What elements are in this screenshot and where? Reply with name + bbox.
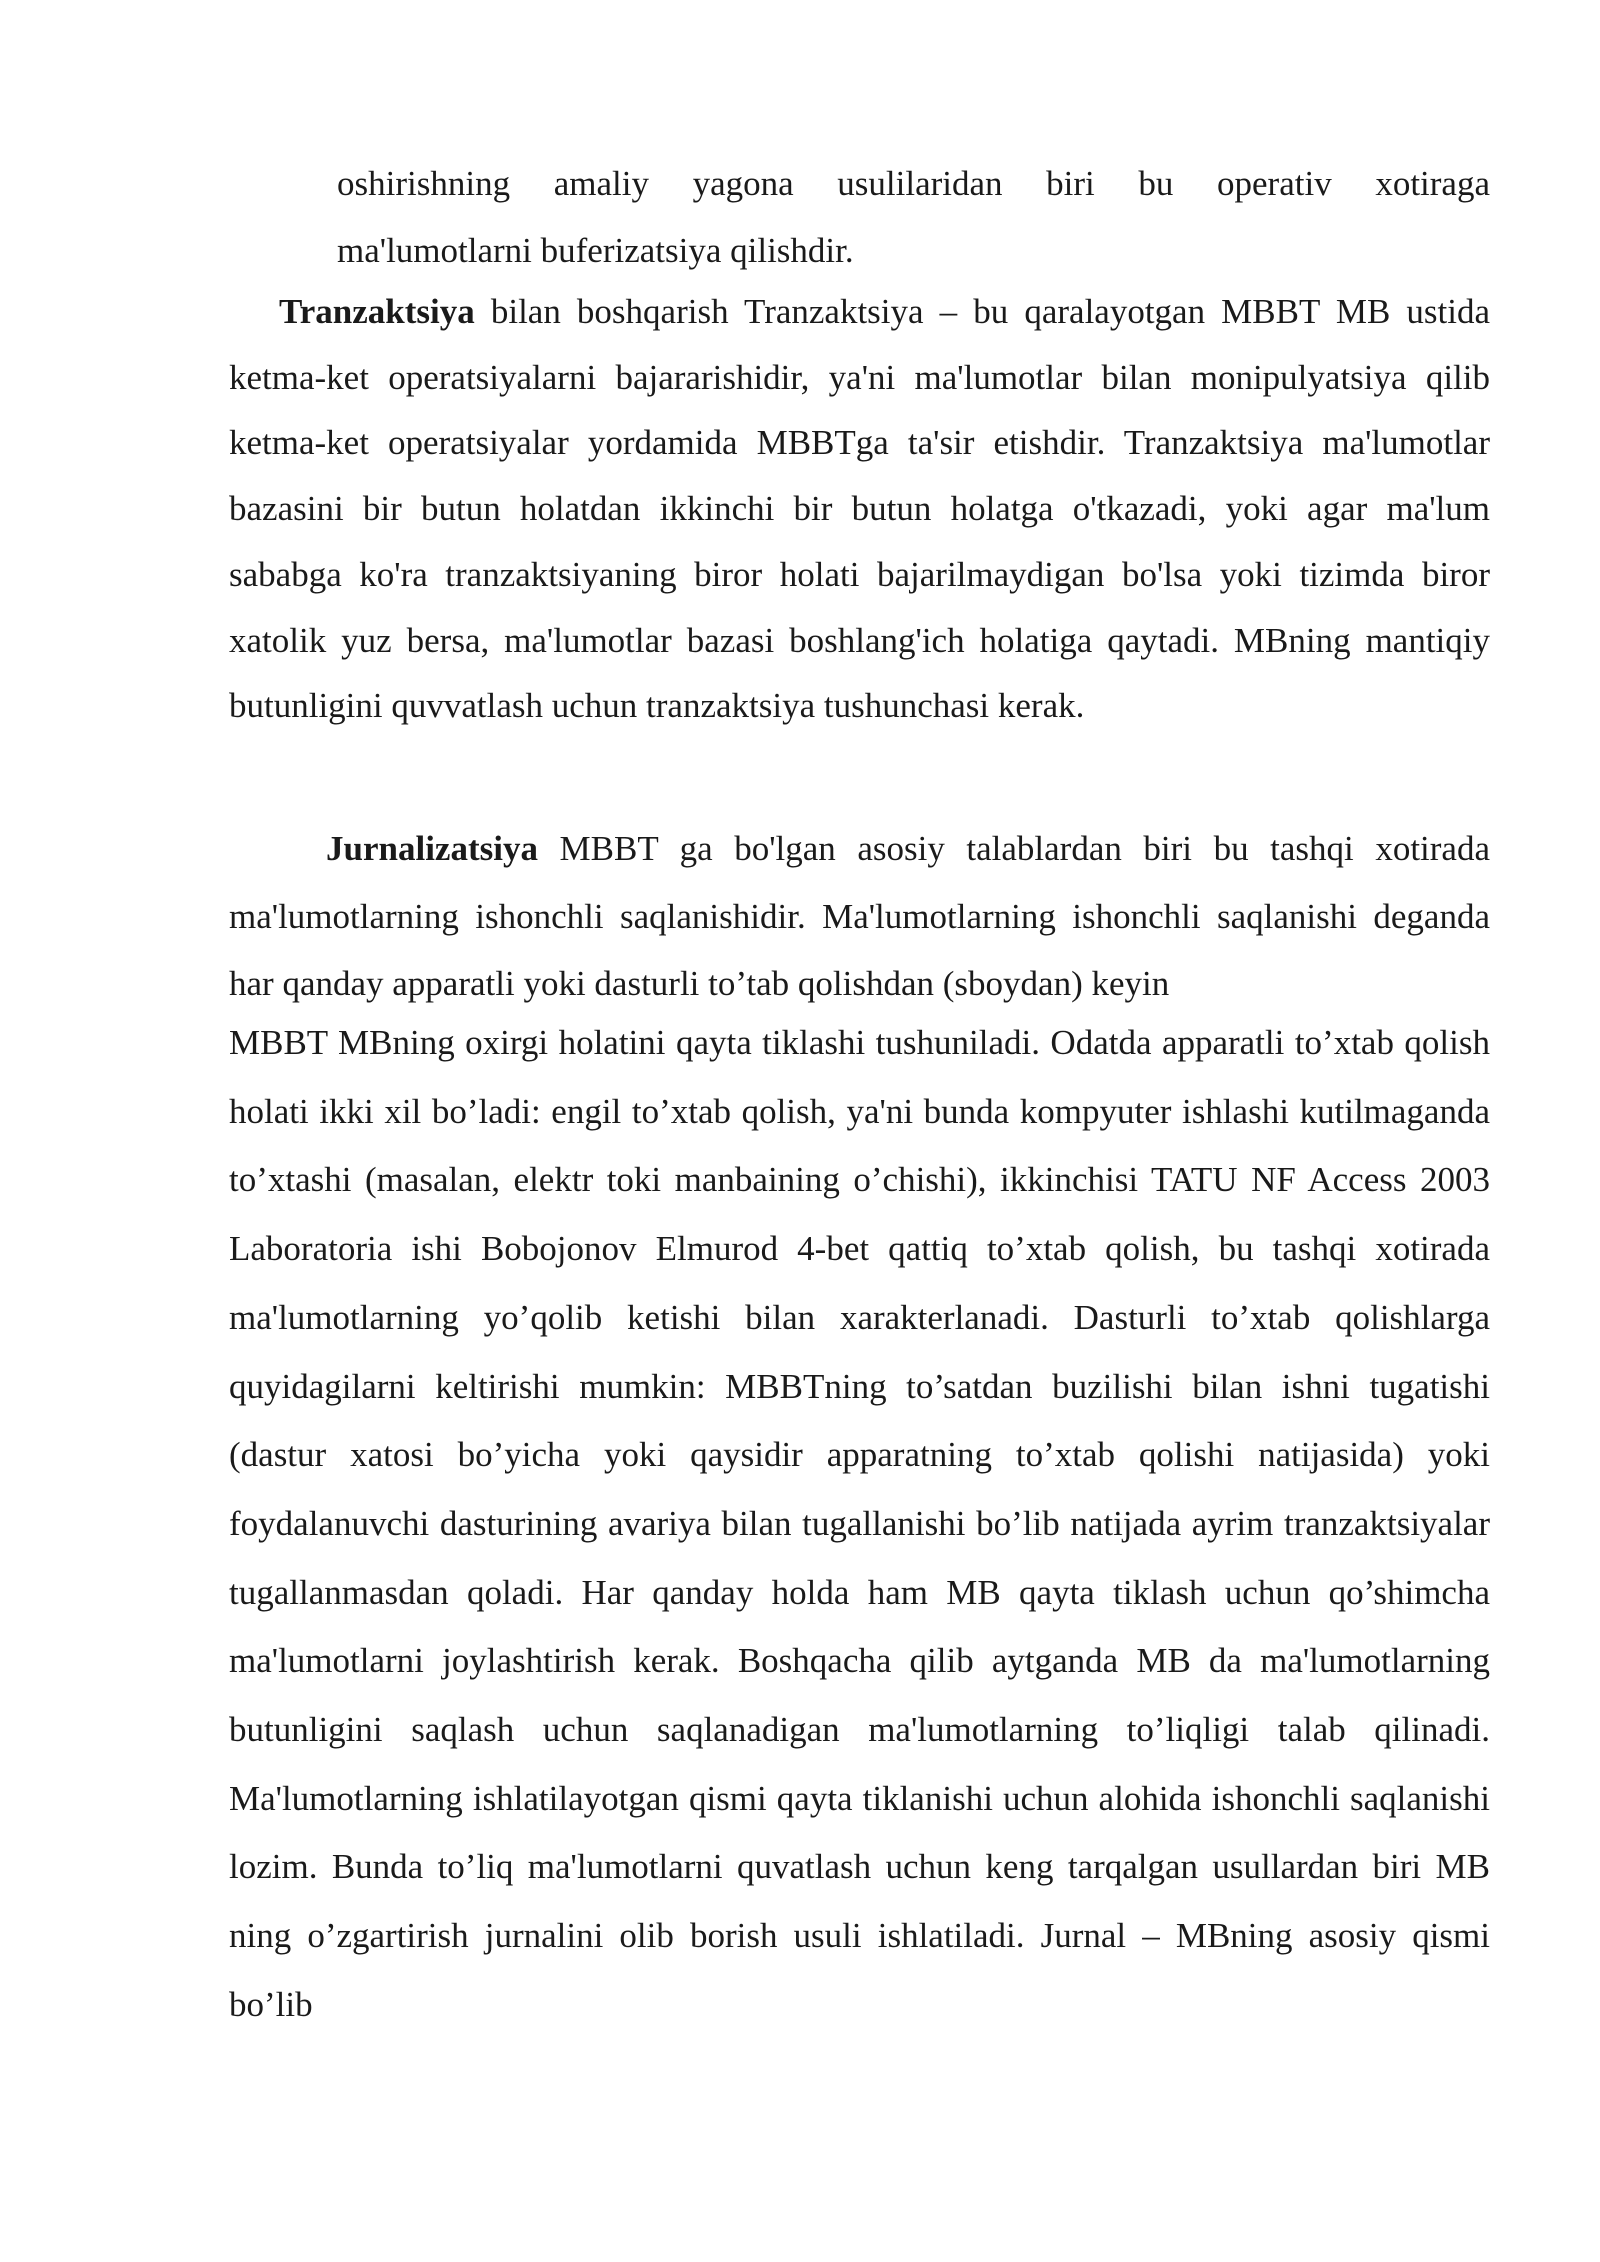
paragraph-text: MBBT ga bo'lgan asosiy talablardan biri bu tashqi xotirada ma'lumotlarning ishonchli saqlanishidir. Ma'lumotlarning ishonchli saqlanishi deganda har qanday apparatli yoki dasturli to’tab qolishdan (sboydan) keyin [229, 829, 1490, 1003]
term-jurnalizatsiya: Jurnalizatsiya [326, 829, 538, 868]
paragraph-jurnalizatsiya-continued [229, 1009, 1490, 2040]
paragraph-text: MBBT MBning oxirgi holatini qayta tiklashi tushuniladi. Odatda apparatli to’xtab qolish holati ikki xil bo’ladi: engil to’xtab qolish, ya'ni bunda kompyuter ishlashi kutilmaganda to’xtashi (masalan, elektr toki manbaining o’chishi), ikkinchisi TATU NF Access 2003 Laboratoria ishi Bobojonov Elmurod 4-bet qattiq to’xtab qolish, bu tashqi xotirada ma'lumotlarning yo’qolib ketishi bilan xarakterlanadi. Dasturli to’xtab qolishlarga quyidagilarni keltirishi mumkin: MBBTning to’satdan buzilishi bilan ishni tugatishi (dastur xatosi bo’yicha yoki qaysidir apparatning to’xtab qolishi natijasida) yoki foydalanuvchi dasturining avariya bilan tugallanishi bo’lib natijada ayrim tranzaktsiyalar tugallanmasdan qoladi. Har qanday holda ham MB qayta tiklash uchun qo’shimcha ma'lumotlarni joylashtirish kerak. Boshqacha qilib aytganda MB da ma'lumotlarning butunligini saqlash uchun saqlanadigan ma'lumotlarning to’liqligi talab qilinadi. Ma'lumotlarning ishlatilayotgan qismi qayta tiklanishi uchun alohida ishonchli saqlanishi lozim. Bunda to’liq ma'lumotlarni quvatlash uchun keng tarqalgan usullardan biri MB ning o’zgartirish jurnalini olib borish usuli ishlatiladi. Jurnal – MBning asosiy qismi bo’lib [229, 1023, 1490, 2024]
paragraph-tranzaktsiya [229, 279, 1490, 739]
paragraph-continuation [337, 150, 1490, 284]
paragraph-text: bilan boshqarish Tranzaktsiya – bu qaralayotgan MBBT MB ustida ketma-ket operatsiyalarni bajararishidir, ya'ni ma'lumotlar bilan monipulyatsiya qilib ketma-ket operatsiyalar yordamida MBBTga ta'sir etishdir. Tranzaktsiya ma'lumotlar bazasini bir butun holatdan ikkinchi bir butun holatga o'tkazadi, yoki agar ma'lum sababga ko'ra tranzaktsiyaning biror holati bajarilmaydigan bo'lsa yoki tizimda biror xatolik yuz bersa, ma'lumotlar bazasi boshlang'ich holatiga qaytadi. MBning mantiqiy butunligini quvvatlash uchun tranzaktsiya tushunchasi kerak. [229, 292, 1490, 726]
paragraph-line: ma'lumotlarni buferizatsiya qilishdir. [337, 231, 854, 270]
paragraph-jurnalizatsiya [229, 815, 1490, 1018]
paragraph-line: oshirishning amaliy yagona usulilaridan biri bu operativ xotiraga [337, 164, 1490, 203]
term-tranzaktsiya: Tranzaktsiya [279, 292, 475, 331]
